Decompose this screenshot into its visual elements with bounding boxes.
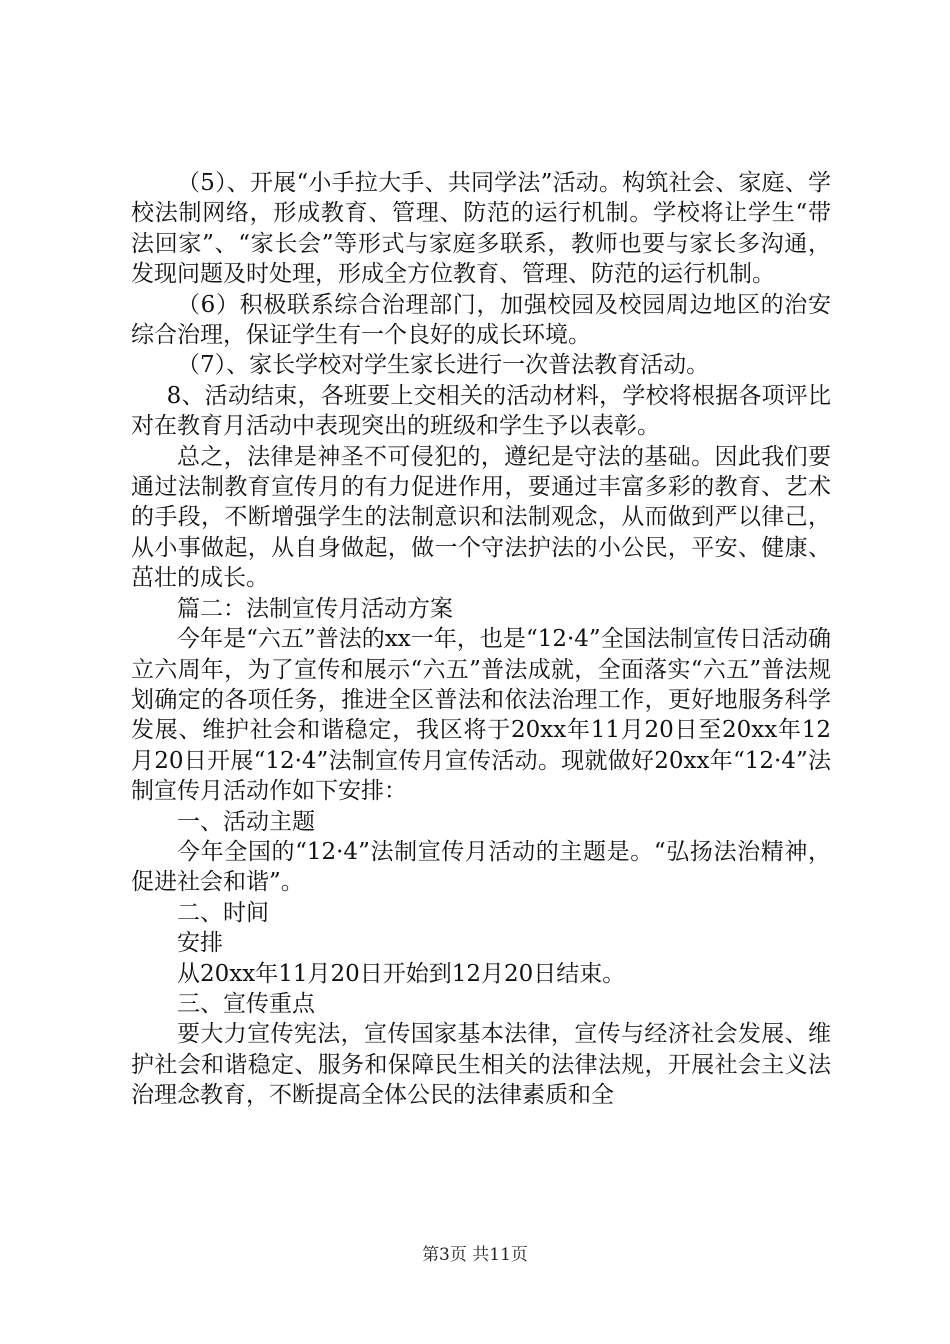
paragraph-3: （7）、家长学校对学生家长进行一次普法教育活动。 [177,352,710,379]
paragraph-4: 8、活动结束，各班要上交相关的活动材料，学校将根据各项评比对在教育月活动中表现突出的班级和学生予以表彰。 [131,382,831,440]
section-heading-theme: 一、活动主题 [177,808,315,835]
paragraph-7: 今年是“六五”普法的xx一年，也是“12·4”全国法制宣传日活动确立六周年，为了宣传和展示“六五”普法成就，全面落实“六五”普法规划确定的各项任务，推进全区普法和依法治理工作，更好地服务科学发展、维护社会和谐稳定，我区将于20xx年11月20日至20xx年12月20日开展“12·4”法制宣传月宣传活动。现就做好20xx年“12·4”法制宣传月活动作如下安排： [131,626,831,805]
page-footer [0,1244,950,1266]
paragraph-5: 总之，法律是神圣不可侵犯的，遵纪是守法的基础。因此我们要通过法制教育宣传月的有力促进作用，要通过丰富多彩的教育、艺术的手段，不断增强学生的法制意识和法制观念，从而做到严以律己，从小事做起，从自身做起，做一个守法护法的小公民，平安、健康、茁壮的成长。 [131,443,831,592]
document-body [131,168,831,1111]
paragraph-9: 今年全国的“12·4”法制宣传月活动的主题是。“弘扬法治精神，促进社会和谐”。 [131,838,831,896]
paragraph-11: 安排 [177,930,223,957]
paragraph-1: （5）、开展“小手拉大手、共同学法”活动。构筑社会、家庭、学校法制网络，形成教育、管理、防范的运行机制。学校将让学生“带法回家”、“家长会”等形式与家庭多联系，教师也要与家长多沟通，发现问题及时处理，形成全方位教育、管理、防范的运行机制。 [131,170,831,288]
section-heading-chapter-2: 篇二：法制宣传月活动方案 [177,595,453,622]
section-heading-focus: 三、宣传重点 [177,990,315,1017]
paragraph-2: （6）积极联系综合治理部门，加强校园及校园周边地区的治安综合治理，保证学生有一个良好的成长环境。 [131,291,831,349]
paragraph-14: 要大力宣传宪法，宣传国家基本法律，宣传与经济社会发展、维护社会和谐稳定、服务和保障民生相关的法律法规，开展社会主义法治理念教育，不断提高全体公民的法律素质和全 [131,1021,831,1109]
page-number-label: 第3页 共11页 [422,1245,528,1265]
section-heading-time: 二、时间 [177,899,269,926]
paragraph-12: 从20xx年11月20日开始到12月20日结束。 [177,960,626,987]
